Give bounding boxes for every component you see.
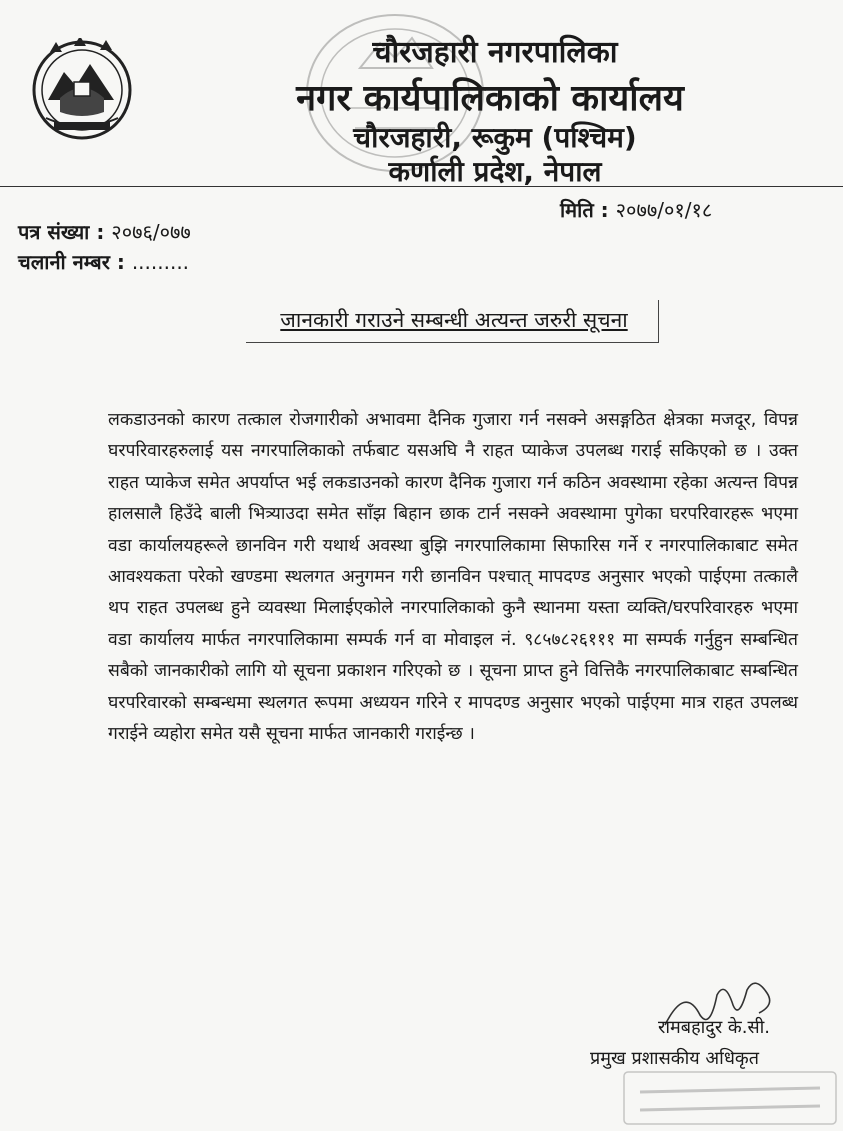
signatory-stamp-icon (620, 1068, 840, 1128)
letterhead-municipality-name: चौरजहारी नगरपालिका (372, 35, 618, 70)
letterhead-province: कर्णाली प्रदेश, नेपाल (388, 155, 602, 188)
header-divider (0, 186, 843, 187)
notice-subject: जानकारी गराउने सम्बन्धी अत्यन्त जरुरी सूचना (280, 308, 628, 332)
date-value: २०७७/०१/१८ (615, 198, 713, 222)
dispatch-number-line (18, 248, 189, 275)
date-line (560, 196, 712, 223)
signatory-name: रामबहादुर के.सी. (658, 1017, 771, 1038)
letterhead-address: चौरजहारी, रूकुम (पश्चिम) (353, 121, 637, 154)
letter-number-label: पत्र संख्या : (18, 220, 105, 244)
notice-body: लकडाउनको कारण तत्काल रोजगारीको अभावमा दैनिक गुजारा गर्न नसक्ने असङ्गठित क्षेत्रका मजदूर, विपन्न घरपरिवारहरुलाई यस नगरपालिकाको तर्फबाट यसअघि नै राहत प्याकेज उपलब्ध गराई सकिएको छ । उक्त राहत प्याकेज समेत अपर्याप्त भई लकडाउनको कारण दैनिक गुजारा गर्न कठिन अवस्थामा रहेका अत्यन्त विपन्न हालसालै हिउँदे बाली भित्र्याउदा समेत साँझ बिहान छाक टार्न नसक्ने अवस्थामा पुगेका घरपरिवारहरू भएमा वडा कार्यालयहरूले छानविन गरी यथार्थ अवस्था बुझि नगरपालिकामा सिफारिस गर्ने र नगरपालिकाबाट समेत आवश्यकता परेको खण्डमा स्थलगत अनुगमन गरी छानविन पश्चात् मापदण्ड अनुसार भएको पाईएमा तत्कालै थप राहत उपलब्ध हुने व्यवस्था मिलाईएकोले नगरपालिकाको कुनै स्थानमा यस्ता व्यक्ति/घरपरिवारहरु भएमा वडा कार्यालय मार्फत नगरपालिकामा सम्पर्क गर्न वा मोवाइल नं. ९८५७८२६१११ मा सम्पर्क गर्नुहुन सम्बन्धित सबैको जानकारीको लागि यो सूचना प्रकाशन गरिएको छ । सूचना प्राप्त हुने वित्तिकै नगरपालिकाबाट सम्बन्धित घरपरिवारको सम्बन्धमा स्थलगत रूपमा अध्ययन गरिने र मापदण्ड अनुसार भएको पाईएमा मात्र राहत उपलब्ध गराईने व्यहोरा समेत यसै सूचना मार्फत जानकारी गराईन्छ । (108, 410, 798, 745)
dispatch-number-label: चलानी नम्बर : (18, 250, 125, 274)
letter-number-line (18, 218, 191, 245)
letter-number-value: २०७६/०७७ (111, 220, 191, 244)
letterhead-office-name: नगर कार्यपालिकाको कार्यालय (296, 78, 684, 119)
date-label: मिति : (560, 198, 609, 222)
signatory-title: प्रमुख प्रशासकीय अधिकृत (590, 1048, 759, 1069)
municipality-emblem-icon (30, 38, 134, 142)
dispatch-number-value: ......... (131, 250, 190, 274)
